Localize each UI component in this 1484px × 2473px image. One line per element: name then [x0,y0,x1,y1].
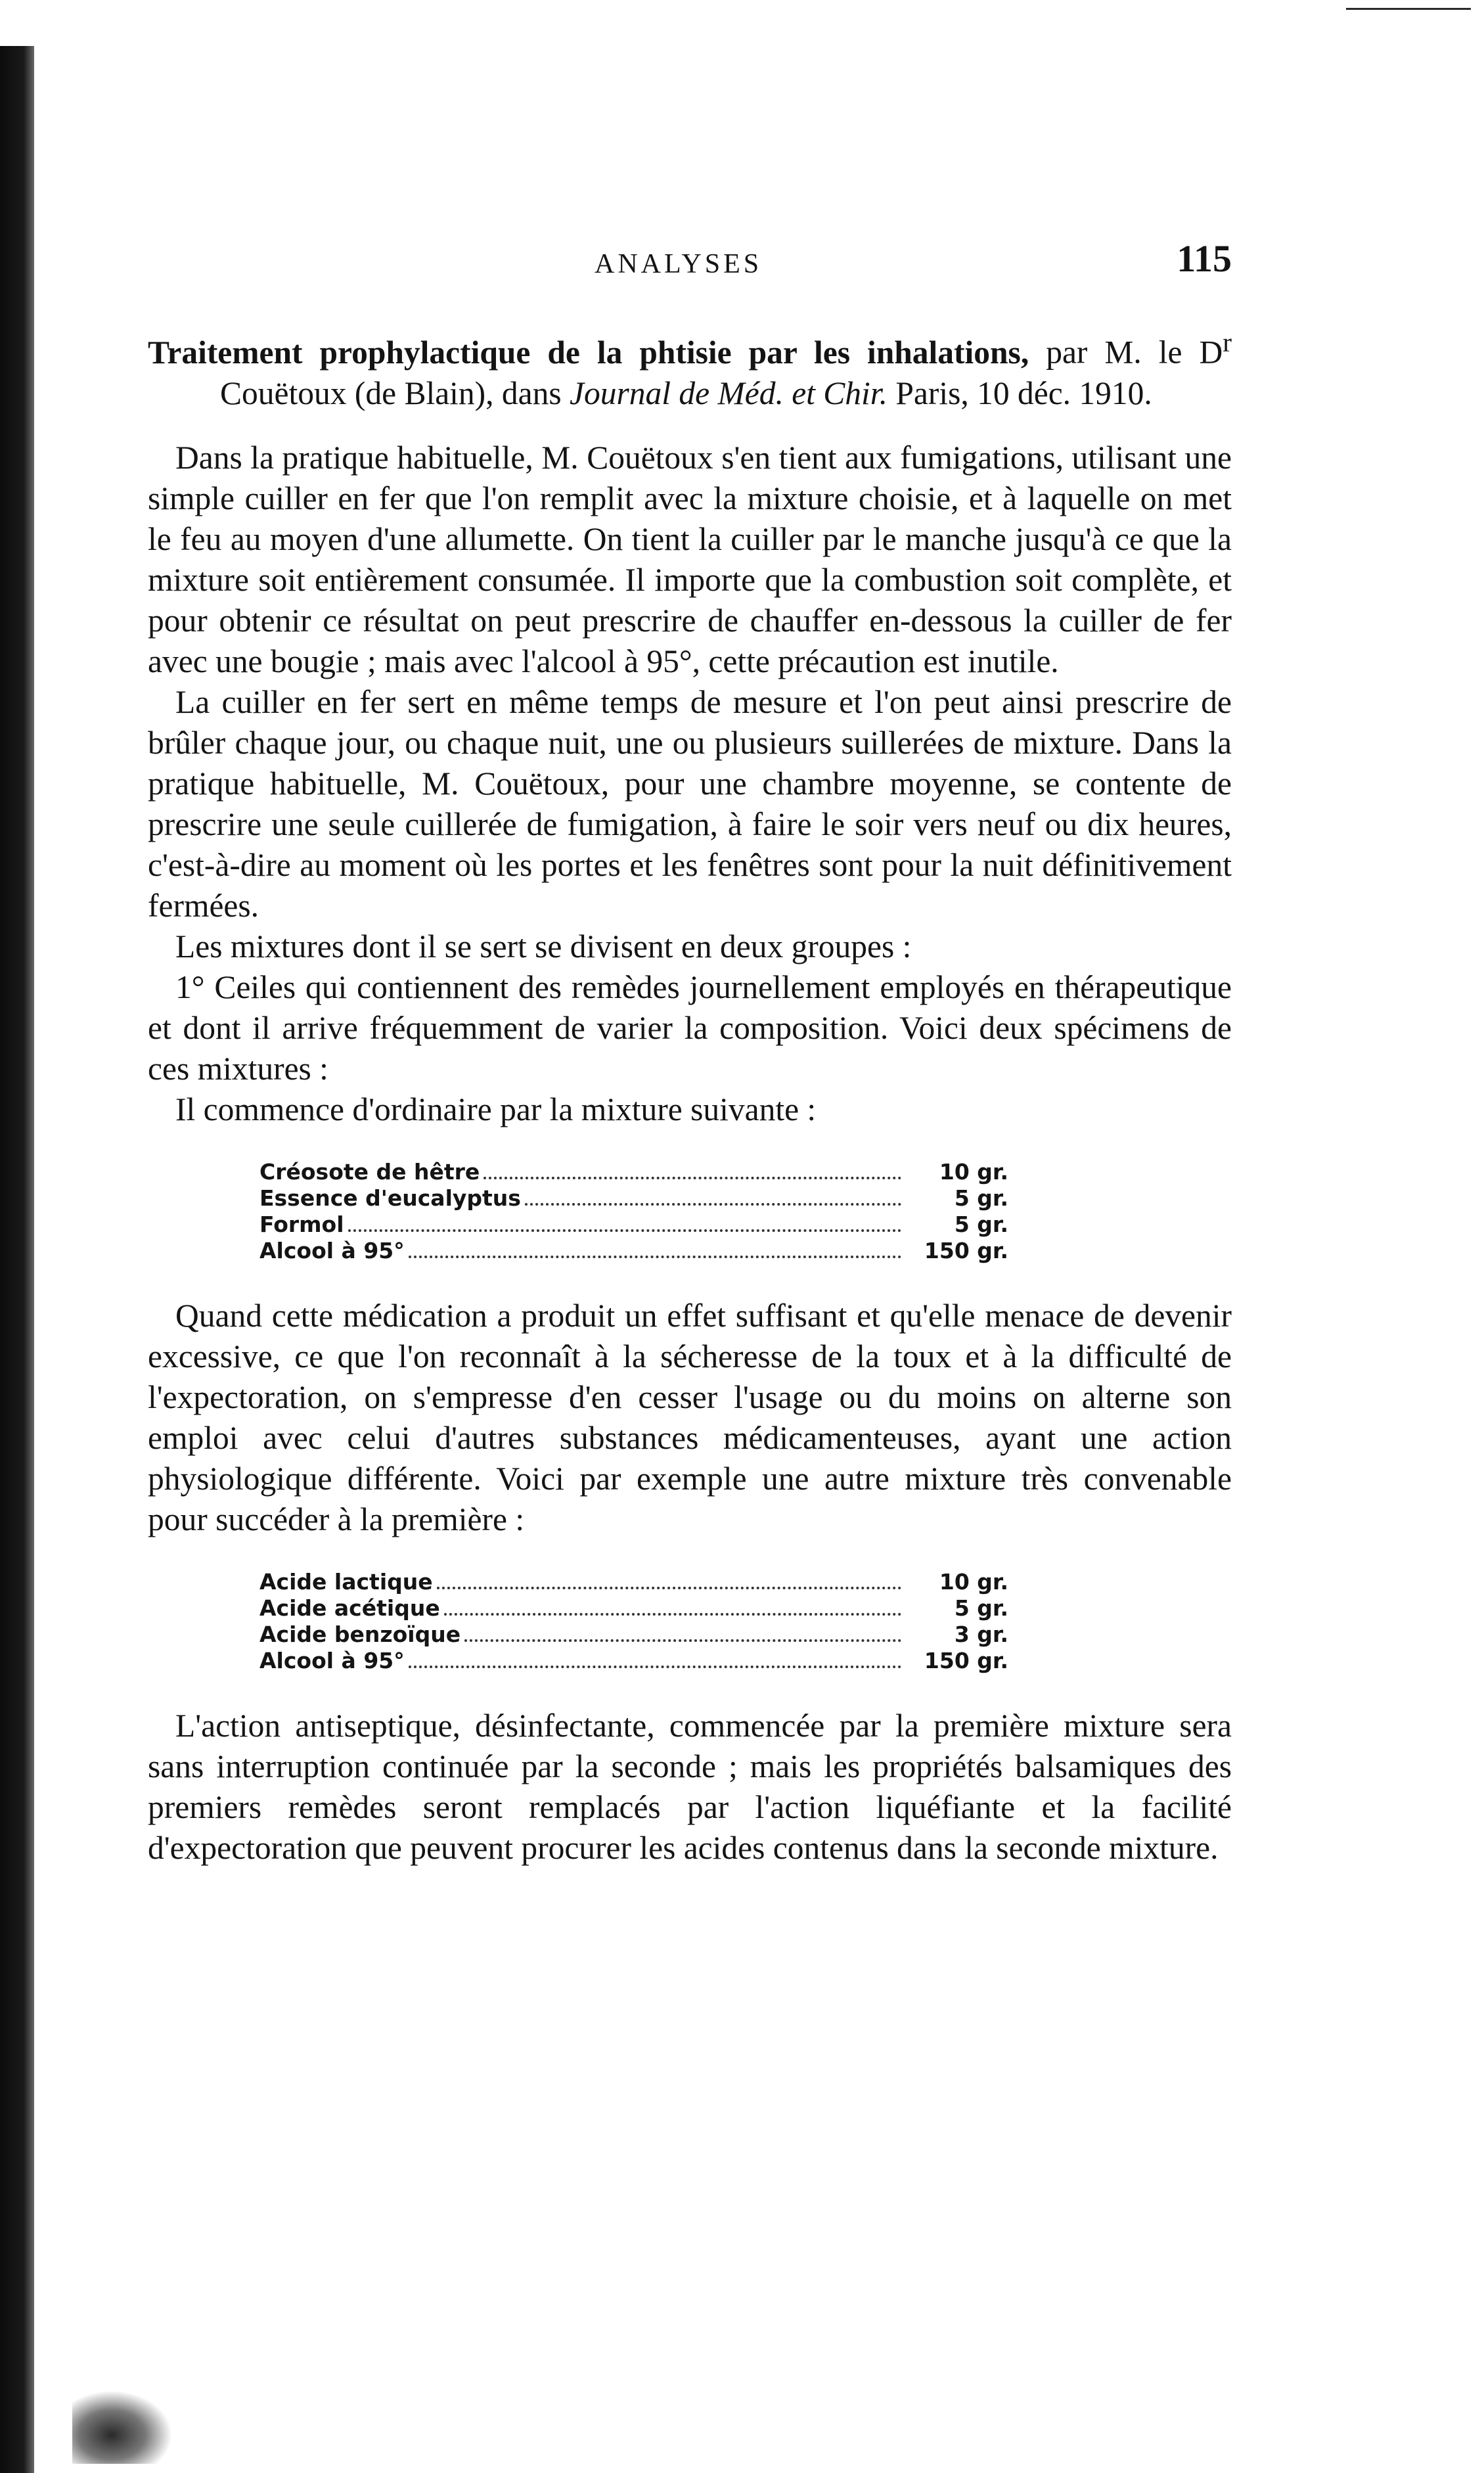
entry-author-place: Couëtoux (de Blain), dans [220,374,570,411]
page-header [148,237,1258,296]
ingredient-quantity: 5 gr. [954,1211,1008,1237]
ingredient-quantity: 5 gr. [954,1595,1008,1621]
recipe-table-2 [259,1569,1008,1674]
paragraph-4: 1° Ceiles qui contiennent des remèdes journellement employés en thérapeutique et dont il arrive fréquemment de varier la composition. Voici deux spécimens de ces mixtures : [148,968,1232,1087]
paragraph-7: L'action antiseptique, désinfectante, commencée par la première mixture sera sans interruption continuée par la seconde ; mais les propriétés balsamiques des premiers remèdes seront remplacés par l'action liquéfiante et la facilité d'expectoration que peuvent procurer les acides contenus dans la seconde mixture. [148,1707,1232,1866]
leader-dots [483,1177,901,1179]
corner-smudge [72,2392,171,2464]
ingredient-quantity: 150 gr. [924,1647,1008,1673]
recipe-row [259,1569,1008,1595]
ingredient-name: Acide acétique [259,1595,440,1621]
recipe-row [259,1185,1008,1212]
ingredient-name: Formol [259,1211,344,1237]
ingredient-quantity: 3 gr. [954,1621,1008,1647]
edge-rule [1346,8,1471,10]
page-body [148,322,1232,1869]
ingredient-name: Alcool à 95° [259,1237,405,1263]
ingredient-name: Acide lactique [259,1568,433,1595]
recipe-row [259,1648,1008,1674]
page-number: 115 [1177,237,1232,280]
ingredient-name: Alcool à 95° [259,1647,405,1673]
paragraph-3: Les mixtures dont il se sert se divisent en deux groupes : [175,928,912,964]
entry-title [148,322,1232,414]
ingredient-quantity: 10 gr. [939,1568,1008,1595]
paragraph-5: Il commence d'ordinaire par la mixture suivante : [175,1091,817,1127]
entry-title-bold: Traitement prophylactique de la phtisie par les inhalations, [148,334,1029,371]
ingredient-name: Acide benzoïque [259,1621,461,1647]
leader-dots [348,1229,901,1232]
recipe-row [259,1595,1008,1622]
entry-journal: Journal de Méd. et Chir. [570,374,888,411]
ingredient-quantity: 10 gr. [939,1158,1008,1185]
entry-author-sup: r [1223,327,1232,357]
entry-author: par M. le D [1029,334,1223,371]
entry-date: Paris, 10 déc. 1910. [887,374,1152,411]
leader-dots [409,1256,901,1258]
ingredient-name: Essence d'eucalyptus [259,1185,521,1211]
recipe-table-1 [259,1159,1008,1264]
ingredient-name: Créosote de hêtre [259,1158,480,1185]
leader-dots [525,1203,901,1206]
recipe-row [259,1238,1008,1264]
paragraph-6: Quand cette médication a produit un effet suffisant et qu'elle menace de devenir excessive, ce que l'on reconnaît à la sécheresse de la toux et à la difficulté de l'expectoration, on s'empresse d'en cesser l'usage ou du moins on alterne son emploi avec celui d'autres substances médicamenteuses, ayant une action physiologique différente. Voici par exemple une autre mixture très convenable pour succéder à la première : [148,1297,1232,1537]
recipe-row [259,1159,1008,1185]
leader-dots [409,1666,901,1668]
ingredient-quantity: 5 gr. [954,1185,1008,1211]
paragraph-2: La cuiller en fer sert en même temps de mesure et l'on peut ainsi prescrire de brûler chaque jour, ou chaque nuit, une ou plusieurs suillerées de mixture. Dans la pratique habituelle, M. Couëtoux, pour une chambre moyenne, se contente de prescrire une seule cuillerée de fumigation, à faire le soir vers neuf ou dix heures, c'est-à-dire au moment où les portes et les fenêtres sont pour la nuit définitivement fermées. [148,683,1232,924]
ingredient-quantity: 150 gr. [924,1237,1008,1263]
paragraph-1: Dans la pratique habituelle, M. Couëtoux s'en tient aux fumigations, utilisant une simple cuiller en fer que l'on remplit avec la mixture choisie, et à laquelle on met le feu au moyen d'une allumette. On tient la cuiller par le manche jusqu'à ce que la mixture soit entièrement consumée. Il importe que la combustion soit complète, et pour obtenir ce résultat on peut prescrire de chauffer en-dessous la cuiller de fer avec une bougie ; mais avec l'alcool à 95°, cette précaution est inutile. [148,439,1232,679]
leader-dots [464,1639,901,1642]
running-head: ANALYSES [595,249,763,279]
recipe-row [259,1212,1008,1238]
binding-edge [0,46,34,2473]
leader-dots [437,1587,901,1589]
leader-dots [444,1613,901,1616]
recipe-row [259,1622,1008,1648]
